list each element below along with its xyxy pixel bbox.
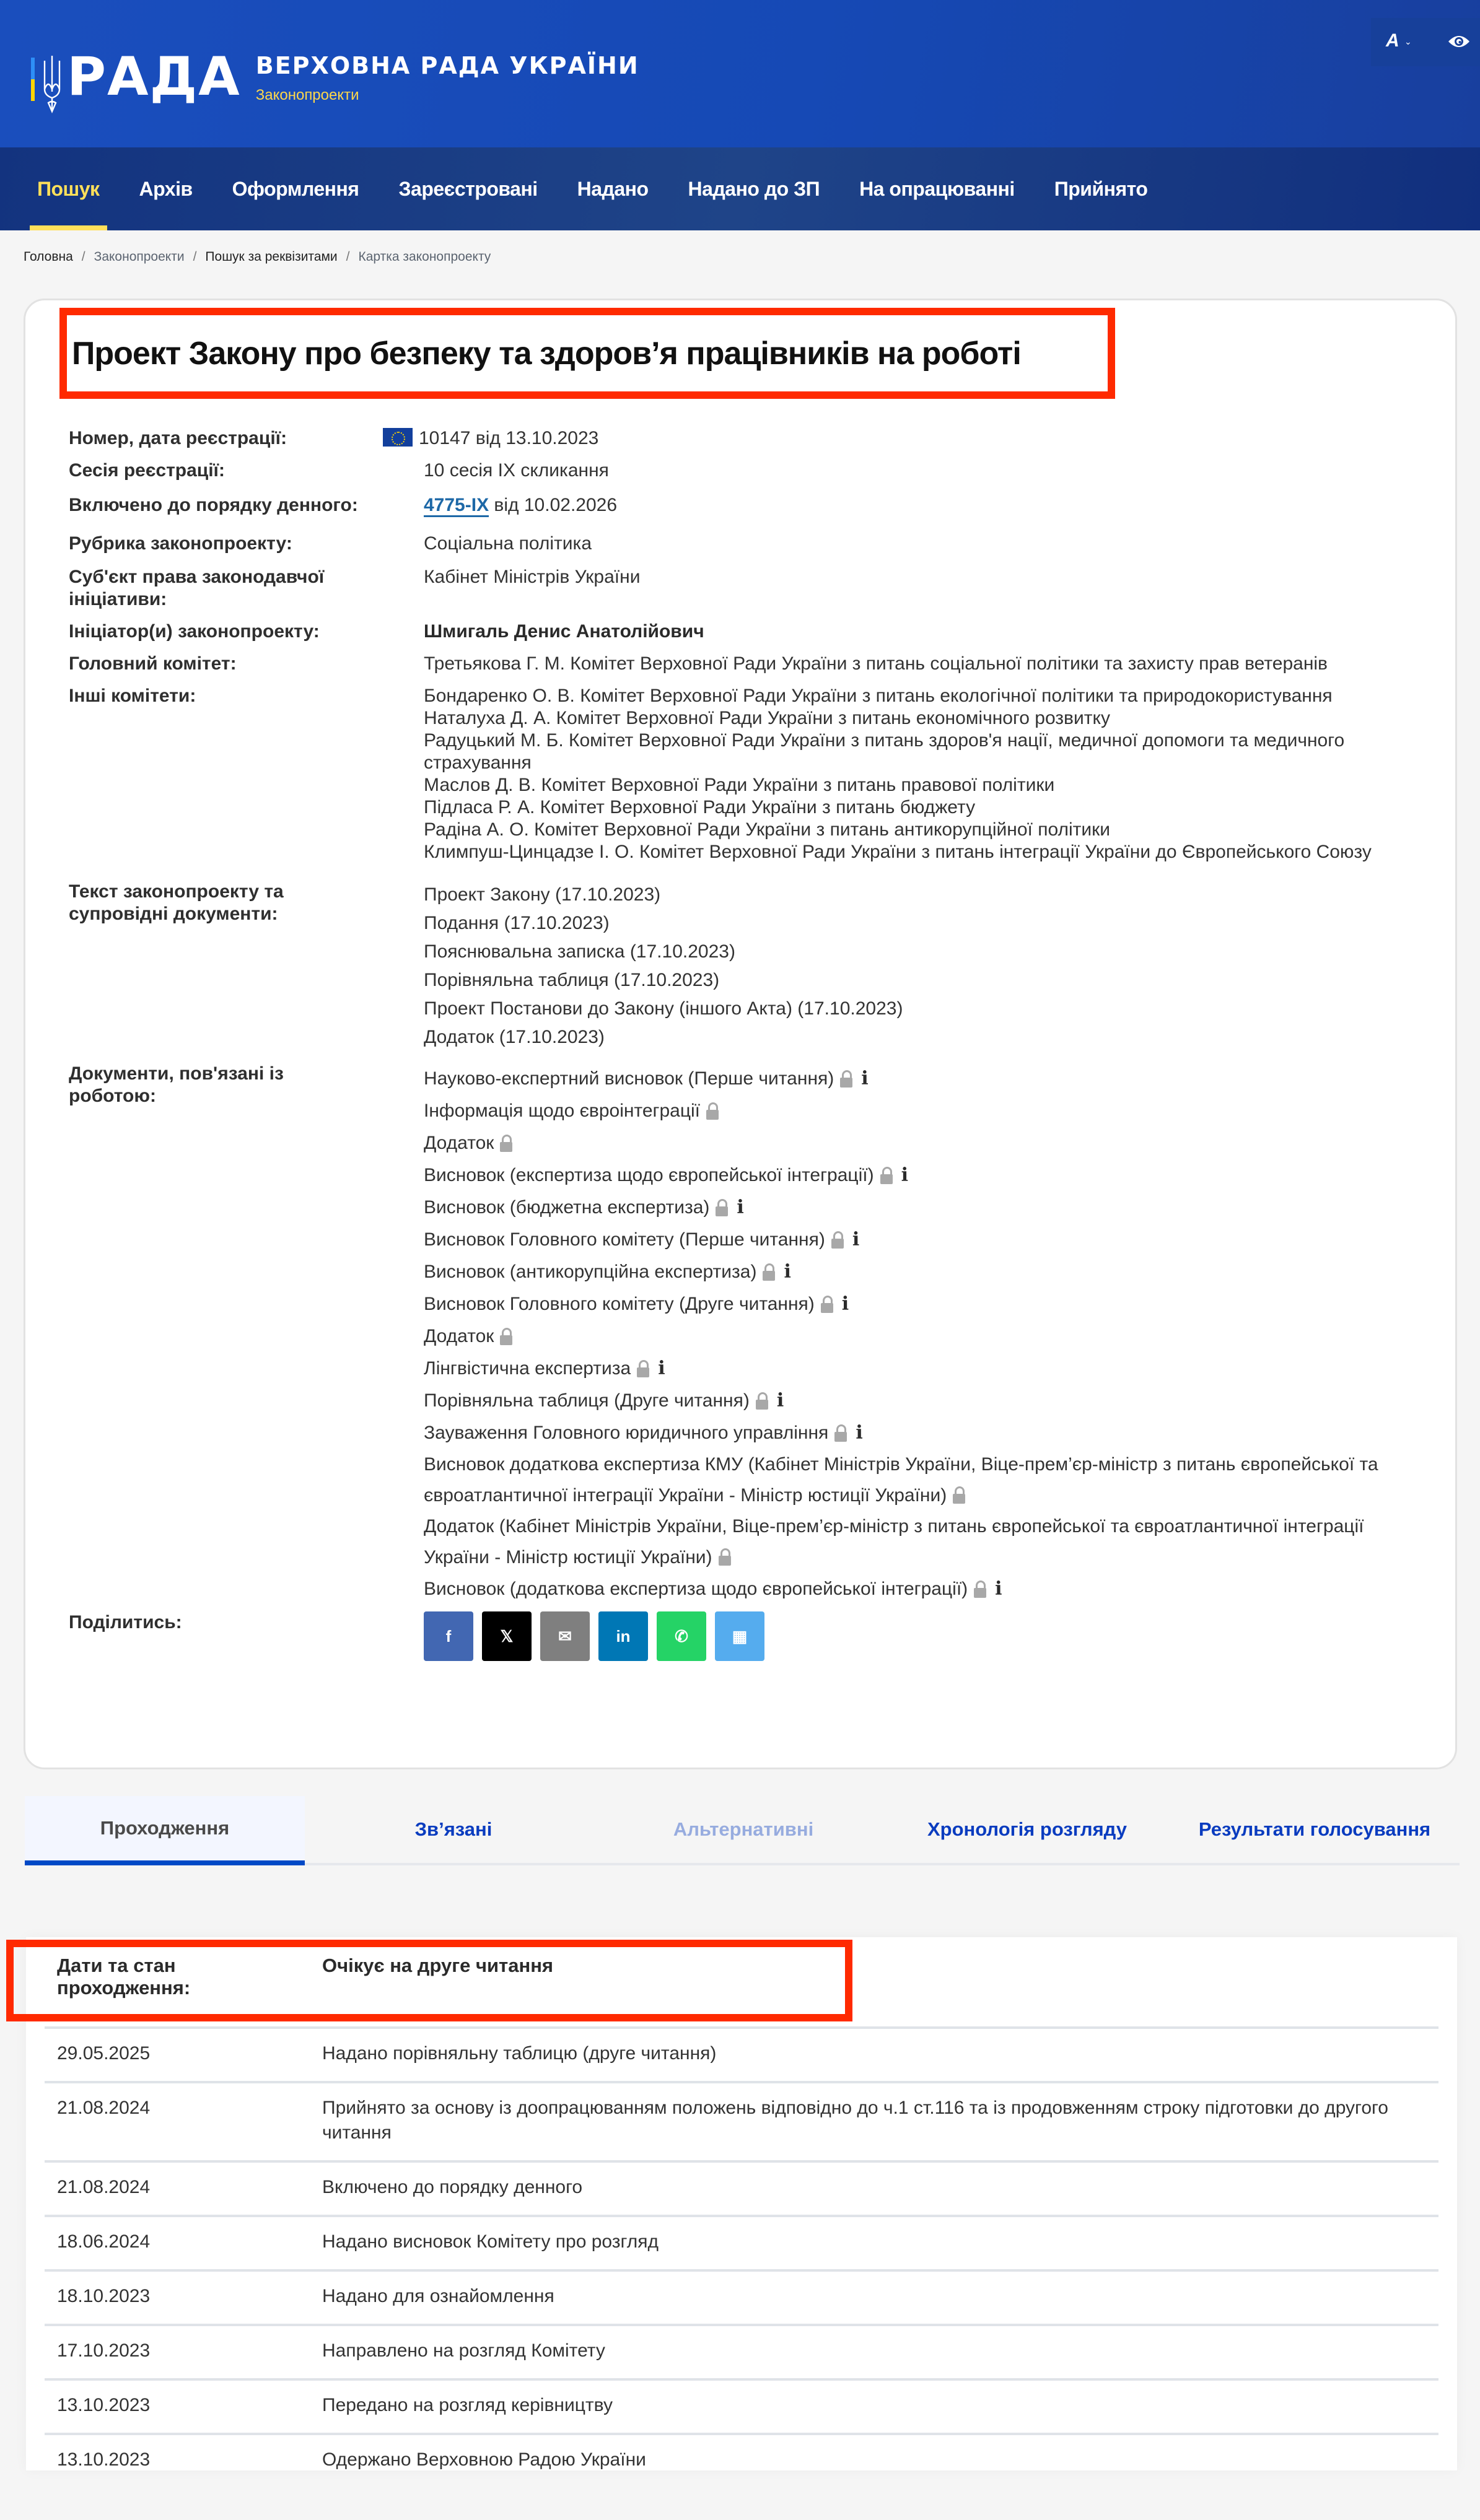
tab-related[interactable]: Зв’язані	[414, 1818, 493, 1840]
field-value	[424, 881, 1432, 1052]
nav-item-adopted[interactable]: Прийнято	[1054, 177, 1148, 200]
related-document[interactable]: Висновок (антикорупційна експертиза) i	[424, 1261, 791, 1283]
related-document[interactable]: Додаток	[424, 1127, 1415, 1159]
field-label: Ініціатор(и) законопроекту:	[69, 621, 320, 642]
breadcrumb-separator: /	[81, 250, 85, 264]
lock-icon	[763, 1263, 775, 1281]
breadcrumb-home[interactable]: Головна	[24, 250, 73, 264]
field-bill-texts	[69, 881, 1432, 1052]
share-email-button[interactable]: ✉	[540, 1611, 590, 1661]
committee-item: Підласа Р. А. Комітет Верховної Ради України з питань бюджету	[424, 797, 976, 817]
field-label: Документи, пов'язані із роботою:	[69, 1063, 284, 1106]
row-date: 21.08.2024	[57, 2098, 151, 2118]
field-other-committees	[69, 685, 1432, 863]
progress-list	[45, 2026, 1438, 2487]
info-icon[interactable]: i	[841, 1293, 849, 1315]
field-session	[69, 460, 1432, 482]
info-icon[interactable]: i	[856, 1422, 863, 1444]
registration-number: 10147 від 13.10.2023	[419, 428, 599, 448]
nav-item-search[interactable]: Пошук	[37, 147, 100, 230]
nav-item-submitted-to-zp[interactable]: Надано до ЗП	[688, 177, 820, 200]
committee-item: Бондаренко О. В. Комітет Верховної Ради України з питань екологічної політики та природокористування	[424, 686, 1333, 706]
row-event: Передано на розгляд керівництву	[322, 2395, 613, 2415]
share-facebook-button[interactable]: f	[424, 1611, 473, 1661]
related-document[interactable]: Додаток	[424, 1320, 1415, 1353]
field-main-committee	[69, 653, 1432, 675]
field-label: Головний комітет:	[69, 653, 237, 674]
lock-icon	[831, 1231, 844, 1249]
committee-item: Наталуха Д. А. Комітет Верховної Ради України з питань економічного розвитку	[424, 708, 1110, 728]
row-date: 17.10.2023	[57, 2340, 151, 2361]
nav-item-drafting[interactable]: Оформлення	[232, 177, 359, 200]
committee-item: Маслов Д. В. Комітет Верховної Ради України з питань правової політики	[424, 775, 1055, 795]
related-document[interactable]: Інформація щодо євроінтеграції	[424, 1095, 1415, 1127]
field-value: Третьякова Г. М. Комітет Верховної Ради України з питань соціальної політики та захисту прав ветеранів	[424, 653, 1328, 674]
table-row	[45, 2215, 1438, 2269]
field-value: Кабінет Міністрів України	[424, 567, 641, 587]
progress-label: Дати та стан проходження:	[57, 1955, 191, 1999]
field-value	[424, 494, 1432, 517]
info-icon[interactable]: i	[737, 1197, 744, 1218]
row-event: Прийнято за основу із доопрацюванням положень відповідно до ч.1 ст.116 та із продовженням строку підготовки до другого читання	[322, 2098, 1388, 2143]
lock-icon	[974, 1580, 986, 1598]
row-event: Надано висновок Комітету про розгляд	[322, 2231, 659, 2252]
committee-item: Радіна А. О. Комітет Верховної Ради України з питань антикорупційної політики	[424, 819, 1111, 840]
bill-card	[24, 299, 1457, 1769]
field-label: Суб'єкт права законодавчої ініціативи:	[69, 567, 325, 609]
table-row	[45, 2378, 1438, 2433]
field-label: Поділитись:	[69, 1612, 182, 1633]
related-document[interactable]: Лінгвістична експертиза i	[424, 1358, 665, 1379]
info-icon[interactable]: i	[901, 1164, 908, 1186]
breadcrumb-current: Картка законопроекту	[358, 250, 491, 264]
main-nav	[0, 147, 1480, 230]
row-date: 29.05.2025	[57, 2043, 151, 2064]
tab-alternative[interactable]: Альтернативні	[673, 1818, 814, 1840]
row-event: Направлено на розгляд Комітету	[322, 2340, 605, 2361]
related-document[interactable]: Додаток (Кабінет Міністрів України, Віце-прем’єр-міністр з питань європейської та євроатлантичної інтеграції України - Міністр юстиції України)	[424, 1516, 1364, 1567]
breadcrumb-bills[interactable]: Законопроекти	[94, 250, 185, 264]
site-logo[interactable]	[31, 40, 639, 114]
field-label: Інші комітети:	[69, 686, 196, 706]
lock-icon	[637, 1360, 649, 1377]
related-document[interactable]: Висновок (бюджетна експертиза) i	[424, 1197, 744, 1218]
nav-item-submitted[interactable]: Надано	[577, 177, 649, 200]
field-value	[424, 685, 1415, 863]
field-label: Номер, дата реєстрації:	[69, 428, 287, 448]
info-icon[interactable]: i	[658, 1358, 665, 1379]
related-document[interactable]: Висновок (додаткова експертиза щодо європейської інтеграції) i	[424, 1578, 1002, 1600]
info-icon[interactable]: i	[852, 1229, 860, 1250]
document-link[interactable]: Подання (17.10.2023)	[424, 913, 610, 933]
table-row	[45, 2026, 1438, 2081]
lock-icon	[821, 1296, 833, 1313]
related-document[interactable]: Висновок Головного комітету (Друге читання) i	[424, 1293, 849, 1315]
table-row	[45, 2269, 1438, 2324]
field-subject	[69, 566, 1432, 611]
page-title: Проект Закону про безпеку та здоров’я працівників на роботі	[72, 335, 1021, 372]
eu-flag-icon	[383, 428, 413, 447]
accessibility-controls	[1371, 18, 1480, 66]
info-icon[interactable]: i	[784, 1261, 791, 1283]
tab-voting-results[interactable]: Результати голосування	[1198, 1818, 1431, 1840]
tab-progress[interactable]: Проходження	[25, 1796, 305, 1865]
field-rubric	[69, 533, 1432, 555]
lock-icon	[719, 1548, 731, 1566]
table-row	[45, 2433, 1438, 2487]
field-value: Шмигаль Денис Анатолійович	[424, 621, 704, 642]
progress-header	[57, 1955, 553, 1999]
row-event: Надано для ознайомлення	[322, 2286, 554, 2306]
lock-icon	[500, 1135, 512, 1152]
share-qr-button[interactable]: ▦	[715, 1611, 764, 1661]
field-label: Включено до порядку денного:	[69, 495, 358, 515]
related-document[interactable]: Висновок (експертиза щодо європейської інтеграції) i	[424, 1164, 908, 1186]
field-value: Соціальна політика	[424, 533, 592, 554]
trident-icon	[43, 54, 61, 114]
breadcrumb	[0, 230, 1480, 270]
share-x-button[interactable]: 𝕏	[482, 1611, 532, 1661]
breadcrumb-separator: /	[346, 250, 350, 264]
info-icon[interactable]: i	[995, 1578, 1002, 1600]
share-buttons	[424, 1611, 1432, 1661]
field-label: Текст законопроекту та супровідні документи:	[69, 881, 284, 924]
committee-item: Радуцький М. Б. Комітет Верховної Ради України з питань здоров'я нації, медичної допомоги та медичного страхування	[424, 730, 1345, 773]
committee-item: Климпуш-Цинцадзе І. О. Комітет Верховної Ради України з питань інтеграції України до Європейського Союзу	[424, 842, 1372, 862]
lock-icon	[706, 1102, 719, 1120]
breadcrumb-search-by-requisites[interactable]: Пошук за реквізитами	[205, 250, 338, 264]
document-link[interactable]: Проект Закону (17.10.2023)	[424, 884, 661, 905]
related-document[interactable]: Висновок додаткова експертиза КМУ (Кабінет Міністрів України, Віце-прем’єр-міністр з питань європейської та євроатлантичної інтеграції України - Міністр юстиції України)	[424, 1454, 1378, 1506]
row-date: 13.10.2023	[57, 2395, 151, 2415]
field-label: Сесія реєстрації:	[69, 460, 225, 481]
info-icon[interactable]: i	[776, 1390, 784, 1411]
table-row	[45, 2324, 1438, 2378]
table-row	[45, 2081, 1438, 2160]
site-header	[0, 0, 1480, 147]
lock-icon	[834, 1424, 847, 1442]
logo-wordmark: РАДА	[67, 46, 241, 108]
chevron-down-icon[interactable]: ⌄	[1404, 37, 1412, 46]
row-date: 21.08.2024	[57, 2177, 151, 2197]
field-value	[424, 1063, 1415, 1605]
site-title: ВЕРХОВНА РАДА УКРАЇНИ	[255, 52, 639, 79]
lock-icon	[953, 1486, 965, 1504]
title-highlight-box	[59, 308, 1115, 399]
related-document[interactable]: Науково-експертний висновок (Перше читання) i	[424, 1068, 869, 1089]
nav-item-registered[interactable]: Зареєстровані	[398, 177, 538, 200]
related-document[interactable]: Порівняльна таблиця (Друге читання) i	[424, 1390, 784, 1411]
document-link[interactable]: Порівняльна таблиця (17.10.2023)	[424, 970, 720, 990]
document-link[interactable]: Проект Постанови до Закону (іншого Акта) (17.10.2023)	[424, 998, 903, 1019]
document-link[interactable]: Пояснювальна записка (17.10.2023)	[424, 941, 735, 962]
bill-tabs	[25, 1796, 1460, 1865]
field-label: Рубрика законопроекту:	[69, 533, 292, 554]
table-row	[45, 2160, 1438, 2215]
field-agenda	[69, 494, 1432, 517]
lock-icon	[756, 1392, 768, 1410]
row-date: 18.06.2024	[57, 2231, 151, 2252]
bill-properties	[69, 427, 1432, 1670]
info-icon[interactable]: i	[861, 1068, 869, 1089]
field-related-documents	[69, 1063, 1432, 1605]
nav-item-in-processing[interactable]: На опрацюванні	[859, 177, 1015, 200]
lock-icon	[716, 1199, 728, 1216]
progress-panel	[26, 1937, 1457, 2470]
field-initiator	[69, 621, 1432, 643]
eye-icon[interactable]	[1448, 34, 1470, 49]
agenda-date: від 10.02.2026	[494, 495, 618, 515]
site-subtitle: Законопроекти	[255, 87, 359, 103]
status-badge: Очікує на друге читання	[322, 1955, 554, 1976]
row-event: Включено до порядку денного	[322, 2177, 583, 2197]
field-value	[419, 427, 1432, 450]
field-value: 10 сесія IX скликання	[424, 460, 609, 481]
share-whatsapp-button[interactable]: ✆	[657, 1611, 706, 1661]
agenda-resolution-link[interactable]: 4775-IX	[424, 495, 489, 517]
lock-icon	[840, 1070, 852, 1088]
row-event: Одержано Верховною Радою України	[322, 2449, 646, 2470]
related-document[interactable]: Висновок Головного комітету (Перше читання) i	[424, 1229, 860, 1250]
document-link[interactable]: Додаток (17.10.2023)	[424, 1027, 605, 1047]
ukraine-flag-icon	[31, 58, 35, 101]
lock-icon	[880, 1167, 893, 1184]
field-share	[69, 1611, 1432, 1661]
nav-item-archive[interactable]: Архів	[139, 177, 193, 200]
related-document[interactable]: Зауваження Головного юридичного управління i	[424, 1422, 863, 1444]
row-date: 18.10.2023	[57, 2286, 151, 2306]
row-date: 13.10.2023	[57, 2449, 151, 2470]
field-registration	[69, 427, 1432, 450]
tab-review-chronology[interactable]: Хронологія розгляду	[927, 1818, 1127, 1840]
share-linkedin-button[interactable]: in	[598, 1611, 648, 1661]
lock-icon	[500, 1328, 512, 1345]
row-event: Надано порівняльну таблицю (друге читання)	[322, 2043, 717, 2064]
font-size-button[interactable]: A	[1386, 30, 1399, 51]
breadcrumb-separator: /	[193, 250, 197, 264]
